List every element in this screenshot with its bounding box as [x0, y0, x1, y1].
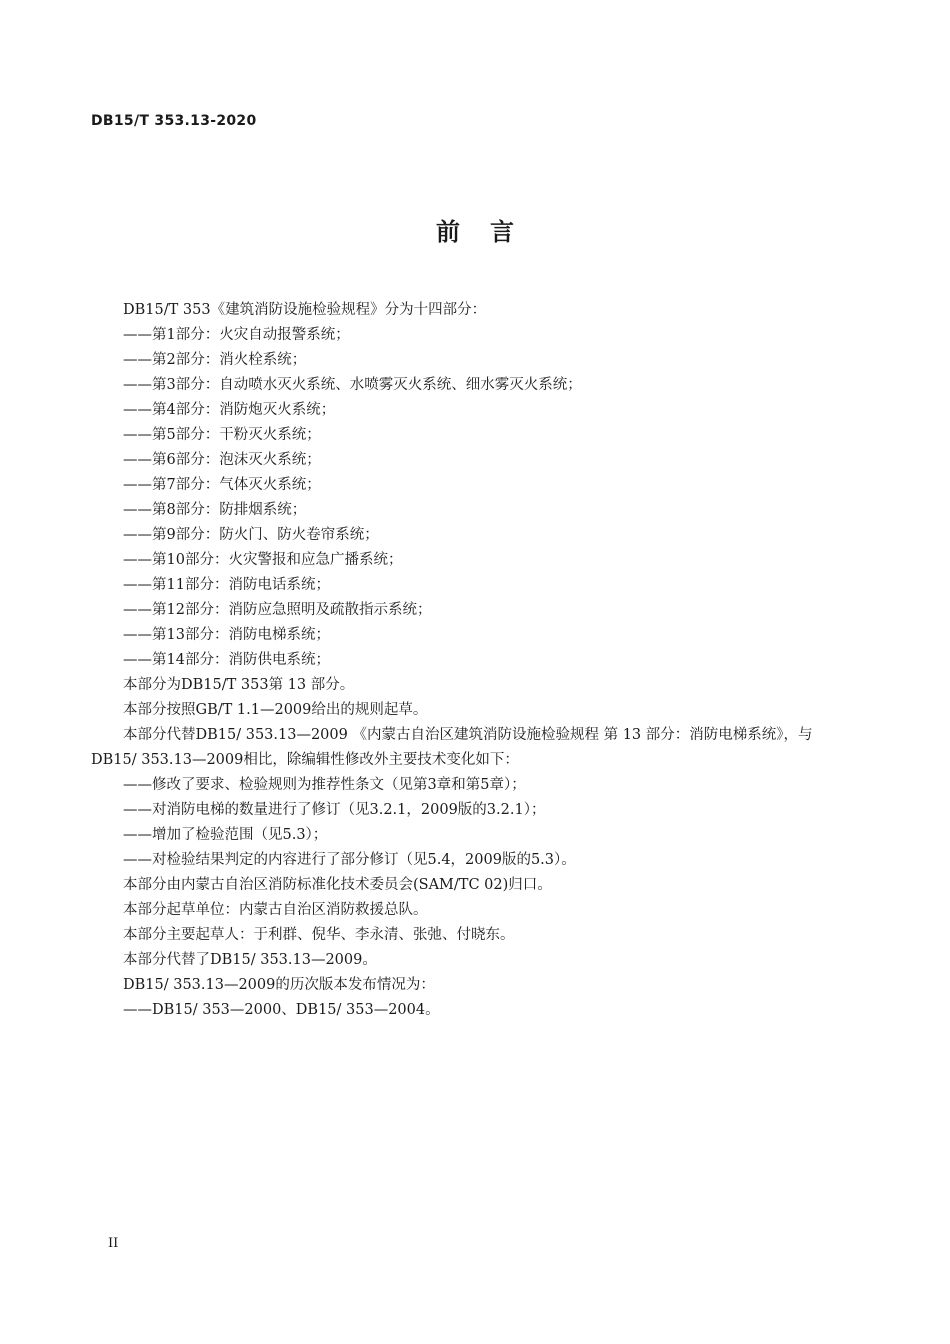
- paragraph: 本部分代替DB15/ 353.13—2009 《内蒙古自治区建筑消防设施检验规程 第 13 部分：消防电梯系统》，与DB15/ 353.13—2009相比，除编辑性修改外主要技术变化如下：: [91, 727, 813, 768]
- list-item: ——第9部分：防火门、防火卷帘系统；: [123, 527, 379, 543]
- list-item: ——第7部分：气体灭火系统；: [123, 477, 321, 493]
- list-item: ——修改了要求、检验规则为推荐性条文（见第3章和第5章）；: [123, 777, 526, 793]
- paragraph: 本部分按照GB/T 1.1—2009给出的规则起草。: [123, 702, 428, 718]
- list-item: ——第10部分：火灾警报和应急广播系统；: [123, 552, 403, 568]
- list-item: ——对消防电梯的数量进行了修订（见3.2.1，2009版的3.2.1）；: [123, 802, 546, 818]
- list-item: ——第12部分：消防应急照明及疏散指示系统；: [123, 602, 432, 618]
- list-item: ——对检验结果判定的内容进行了部分修订（见5.4，2009版的5.3）。: [123, 852, 576, 868]
- list-item: ——第14部分：消防供电系统；: [123, 652, 330, 668]
- list-item: ——第11部分：消防电话系统；: [123, 577, 330, 593]
- paragraph: 本部分主要起草人：于利群、倪华、李永清、张弛、付晓东。: [123, 927, 515, 943]
- list-item: ——第1部分：火灾自动报警系统；: [123, 327, 350, 343]
- list-item: ——增加了检验范围（见5.3）；: [123, 827, 328, 843]
- document-code: DB15/T 353.13-2020: [91, 113, 257, 129]
- list-item: ——第3部分：自动喷水灭火系统、水喷雾灭火系统、细水雾灭火系统；: [123, 377, 582, 393]
- paragraph: 本部分由内蒙古自治区消防标准化技术委员会(SAM/TC 02)归口。: [123, 877, 552, 893]
- list-item: ——第2部分：消火栓系统；: [123, 352, 307, 368]
- paragraph: 本部分代替了DB15/ 353.13—2009。: [123, 952, 377, 968]
- paragraph: DB15/ 353.13—2009的历次版本发布情况为：: [123, 977, 435, 993]
- paragraph: DB15/T 353《建筑消防设施检验规程》分为十四部分：: [123, 302, 487, 318]
- list-item: ——第4部分：消防炮灭火系统；: [123, 402, 336, 418]
- paragraph: 本部分为DB15/T 353第 13 部分。: [123, 677, 355, 693]
- page-number: II: [108, 1236, 119, 1251]
- list-item: ——第13部分：消防电梯系统；: [123, 627, 330, 643]
- paragraph: 本部分起草单位：内蒙古自治区消防救援总队。: [123, 902, 428, 918]
- list-item: ——DB15/ 353—2000、DB15/ 353—2004。: [123, 1002, 440, 1018]
- list-item: ——第5部分：干粉灭火系统；: [123, 427, 321, 443]
- page-title: 前言: [436, 218, 544, 246]
- list-item: ——第8部分：防排烟系统；: [123, 502, 307, 518]
- preface-body: [91, 298, 841, 1023]
- list-item: ——第6部分：泡沫灭火系统；: [123, 452, 321, 468]
